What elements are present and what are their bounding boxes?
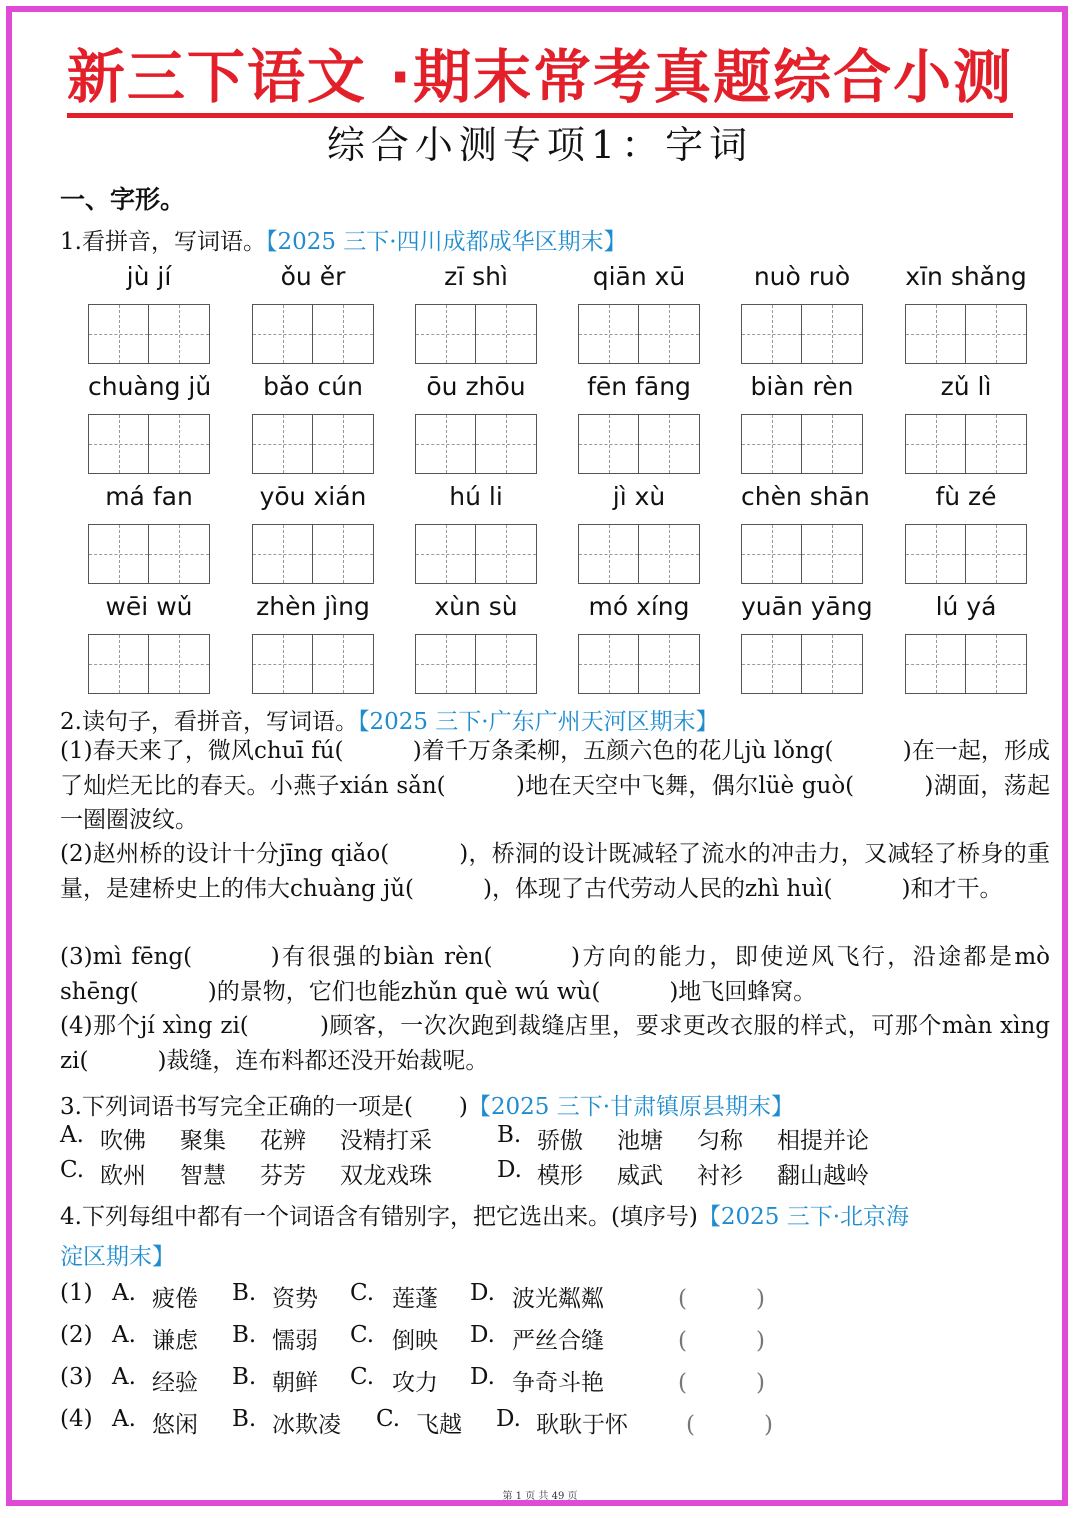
q4-item: 谦虑: [152, 1328, 198, 1354]
q4-item: C.: [376, 1406, 401, 1432]
writing-grid[interactable]: [578, 634, 700, 694]
pinyin-label: biàn rèn: [750, 372, 854, 401]
q2-paragraph-3: (3)mì fēng( )有很强的biàn rèn( )方向的能力，即使逆风飞行，沿途都是mò shēng( )的景物，它们也能zhǔn què wú wù( )地飞回蜂窝。: [60, 944, 1050, 1005]
answer-blank[interactable]: ( ): [686, 1412, 773, 1438]
option-word: 池塘: [617, 1128, 663, 1154]
grid-cell[interactable]: [905, 414, 966, 474]
option-word: 威武: [617, 1163, 663, 1189]
q4-item: 攻力: [392, 1370, 438, 1396]
q2-paragraph-4: (4)那个jí xìng zi( )顾客，一次次跑到裁缝店里，要求更改衣服的样式，可那个màn xìng zi( )裁缝，连布料都还没开始裁呢。: [60, 1013, 1050, 1074]
pinyin-label: lú yá: [935, 592, 997, 621]
writing-grid[interactable]: [88, 304, 210, 364]
q4-item: A.: [112, 1280, 136, 1306]
grid-cell[interactable]: [741, 414, 802, 474]
q4-item: 倒映: [392, 1328, 438, 1354]
grid-cell[interactable]: [905, 304, 966, 364]
option-word: 骄傲: [537, 1128, 583, 1154]
grid-cell[interactable]: [578, 524, 639, 584]
option-word: 欧州: [100, 1163, 146, 1189]
question-1-text: 1.看拼音，写词语。: [60, 229, 266, 255]
grid-cell[interactable]: [802, 414, 863, 474]
grid-cell[interactable]: [802, 304, 863, 364]
q4-item: B.: [232, 1406, 257, 1432]
q4-item: (4): [60, 1406, 93, 1432]
grid-cell[interactable]: [966, 634, 1027, 694]
pinyin-label: qiān xū: [592, 262, 686, 291]
question-3-source: 【2025 三下·甘肃镇原县期末】: [467, 1094, 795, 1120]
answer-blank[interactable]: ( ): [678, 1328, 765, 1354]
writing-grid[interactable]: [905, 524, 1027, 584]
writing-grid[interactable]: [252, 634, 374, 694]
grid-cell[interactable]: [149, 524, 210, 584]
grid-cell[interactable]: [905, 524, 966, 584]
option-label: A.: [60, 1122, 84, 1148]
option-word: 双龙戏珠: [340, 1163, 432, 1189]
writing-grid[interactable]: [578, 304, 700, 364]
subtitle: 综合小测专项1：字词: [326, 123, 754, 167]
q4-item: C.: [350, 1280, 375, 1306]
q4-item: B.: [232, 1280, 257, 1306]
q4-item: D.: [470, 1280, 495, 1306]
q4-item: A.: [112, 1364, 136, 1390]
grid-cell[interactable]: [741, 634, 802, 694]
grid-cell[interactable]: [313, 414, 374, 474]
q4-item: 严丝合缝: [512, 1328, 604, 1354]
pinyin-label: zǔ lì: [940, 372, 992, 401]
grid-cell[interactable]: [313, 524, 374, 584]
writing-grid[interactable]: [415, 304, 537, 364]
grid-cell[interactable]: [88, 634, 149, 694]
q4-item: 疲倦: [152, 1286, 198, 1312]
grid-cell[interactable]: [415, 304, 476, 364]
q4-item: C.: [350, 1364, 375, 1390]
option-word: 智慧: [180, 1163, 226, 1189]
grid-cell[interactable]: [966, 414, 1027, 474]
writing-grid[interactable]: [415, 524, 537, 584]
option-word: 吹佛: [100, 1128, 146, 1154]
option-label: D.: [497, 1157, 522, 1183]
grid-cell[interactable]: [639, 414, 700, 474]
grid-cell[interactable]: [639, 524, 700, 584]
writing-grid[interactable]: [88, 524, 210, 584]
q4-item: 悠闲: [152, 1412, 198, 1438]
grid-cell[interactable]: [578, 414, 639, 474]
q4-item: 经验: [152, 1370, 198, 1396]
pinyin-label: yuān yāng: [741, 592, 873, 621]
grid-cell[interactable]: [415, 414, 476, 474]
pinyin-label: xīn shǎng: [905, 262, 1027, 291]
main-title: 新三下语文 ·期末常考真题综合小测: [0, 30, 1080, 114]
grid-cell[interactable]: [966, 304, 1027, 364]
pinyin-label: xùn sù: [434, 592, 518, 621]
q4-item: B.: [232, 1322, 257, 1348]
option-word: 聚集: [180, 1128, 226, 1154]
option-word: 匀称: [697, 1128, 743, 1154]
q4-item: 懦弱: [272, 1328, 318, 1354]
page-footer: 第 1 页 共 49 页: [502, 1491, 578, 1502]
grid-cell[interactable]: [578, 634, 639, 694]
pinyin-label: bǎo cún: [263, 372, 363, 401]
writing-grid[interactable]: [415, 414, 537, 474]
question-3-text: 3.下列词语书写完全正确的一项是( ): [60, 1094, 468, 1120]
option-word: 模形: [537, 1163, 583, 1189]
q4-item: 资势: [272, 1286, 318, 1312]
grid-cell[interactable]: [252, 304, 313, 364]
pinyin-label: jì xù: [612, 482, 666, 511]
option-label: B.: [497, 1122, 522, 1148]
pinyin-label: nuò ruò: [753, 262, 851, 291]
option-label: C.: [60, 1157, 85, 1183]
grid-cell[interactable]: [476, 634, 537, 694]
question-2: [60, 703, 719, 736]
pinyin-label: fēn fāng: [587, 372, 691, 401]
pinyin-label: yōu xián: [259, 482, 367, 511]
q4-item: 莲蓬: [392, 1286, 438, 1312]
answer-blank[interactable]: ( ): [678, 1370, 765, 1396]
writing-grid[interactable]: [741, 524, 863, 584]
grid-cell[interactable]: [741, 304, 802, 364]
q4-item: B.: [232, 1364, 257, 1390]
grid-cell[interactable]: [88, 414, 149, 474]
writing-grid[interactable]: [578, 414, 700, 474]
pinyin-label: jù jí: [126, 262, 172, 291]
pinyin-label: ōu zhōu: [426, 372, 526, 401]
grid-cell[interactable]: [741, 524, 802, 584]
grid-cell[interactable]: [905, 634, 966, 694]
pinyin-label: chuàng jǔ: [88, 372, 212, 401]
grid-cell[interactable]: [802, 634, 863, 694]
grid-cell[interactable]: [313, 304, 374, 364]
q4-item: 争奇斗艳: [512, 1370, 604, 1396]
writing-grid[interactable]: [88, 634, 210, 694]
question-4-source-a: 【2025 三下·北京海: [697, 1204, 910, 1230]
q4-item: (3): [60, 1364, 93, 1390]
writing-grid[interactable]: [252, 524, 374, 584]
q4-item: D.: [496, 1406, 521, 1432]
writing-grid[interactable]: [252, 414, 374, 474]
q4-item: 耿耿于怀: [536, 1412, 628, 1438]
writing-grid[interactable]: [578, 524, 700, 584]
section-heading: 一、字形。: [60, 185, 186, 214]
q4-item: A.: [112, 1406, 136, 1432]
writing-grid[interactable]: [741, 634, 863, 694]
q4-item: D.: [470, 1364, 495, 1390]
writing-grid[interactable]: [905, 634, 1027, 694]
grid-cell[interactable]: [88, 304, 149, 364]
question-1-source: 【2025 三下·四川成都成华区期末】: [265, 229, 627, 255]
q4-item: D.: [470, 1322, 495, 1348]
question-4-text: 4.下列每组中都有一个词语含有错别字，把它选出来。(填序号): [60, 1204, 698, 1230]
pinyin-label: chèn shān: [741, 482, 870, 511]
writing-grid[interactable]: [741, 304, 863, 364]
q4-item: 波光粼粼: [512, 1286, 604, 1312]
writing-grid[interactable]: [88, 414, 210, 474]
q2-paragraph-1: (1)春天来了，微风chuī fú( )着千万条柔柳，五颜六色的花儿jù lǒng( )在一起，形成了灿烂无比的春天。小燕子xián sǎn( )地在天空中飞舞，偶尔lüè guò( )湖面，荡起一圈圈波纹。: [60, 738, 1050, 833]
pinyin-label: mó xíng: [588, 592, 690, 621]
q2-paragraph-2: (2)赵州桥的设计十分jīng qiǎo( )，桥洞的设计既减轻了流水的冲击力，又减轻了桥身的重量，是建桥史上的伟大chuàng jǔ( )，体现了古代劳动人民的zhì huì( )和才干。: [60, 841, 1050, 902]
q4-item: 朝鲜: [272, 1370, 318, 1396]
grid-cell[interactable]: [313, 634, 374, 694]
option-word: 衬衫: [697, 1163, 743, 1189]
q4-item: 冰欺凌: [272, 1412, 341, 1438]
question-4-source-b: 淀区期末】: [60, 1244, 175, 1270]
q4-item: (1): [60, 1280, 93, 1306]
writing-grid[interactable]: [415, 634, 537, 694]
grid-cell[interactable]: [476, 414, 537, 474]
pinyin-label: zī shì: [444, 262, 508, 291]
answer-blank[interactable]: ( ): [678, 1286, 765, 1312]
option-word: 没精打采: [340, 1128, 432, 1154]
grid-cell[interactable]: [639, 634, 700, 694]
writing-grid[interactable]: [905, 304, 1027, 364]
grid-cell[interactable]: [415, 524, 476, 584]
grid-cell[interactable]: [966, 524, 1027, 584]
grid-cell[interactable]: [252, 634, 313, 694]
grid-cell[interactable]: [252, 524, 313, 584]
q4-item: A.: [112, 1322, 136, 1348]
grid-cell[interactable]: [149, 304, 210, 364]
grid-cell[interactable]: [802, 524, 863, 584]
grid-cell[interactable]: [415, 634, 476, 694]
grid-cell[interactable]: [476, 304, 537, 364]
option-word: 花辨: [260, 1128, 306, 1154]
question-2-text: 2.读句子，看拼音，写词语。: [60, 709, 358, 735]
grid-cell[interactable]: [476, 524, 537, 584]
question-1: [60, 223, 627, 256]
pinyin-label: wēi wǔ: [105, 592, 193, 621]
grid-cell[interactable]: [149, 414, 210, 474]
pinyin-label: zhèn jìng: [256, 592, 370, 621]
question-2-source: 【2025 三下·广东广州天河区期末】: [357, 709, 719, 735]
option-word: 芬芳: [260, 1163, 306, 1189]
question-3: [60, 1088, 794, 1121]
writing-grid[interactable]: [905, 414, 1027, 474]
pinyin-label: hú li: [449, 482, 503, 511]
pinyin-label: ǒu ěr: [280, 262, 346, 291]
pinyin-label: má fan: [105, 482, 193, 511]
grid-cell[interactable]: [639, 304, 700, 364]
grid-cell[interactable]: [88, 524, 149, 584]
writing-grid[interactable]: [741, 414, 863, 474]
question-4: [60, 1198, 909, 1231]
writing-grid[interactable]: [252, 304, 374, 364]
q4-item: C.: [350, 1322, 375, 1348]
pinyin-label: fù zé: [935, 482, 997, 511]
grid-cell[interactable]: [252, 414, 313, 474]
q4-item: 飞越: [416, 1412, 462, 1438]
grid-cell[interactable]: [149, 634, 210, 694]
option-word: 相提并论: [777, 1128, 869, 1154]
option-word: 翻山越岭: [777, 1163, 869, 1189]
q4-item: (2): [60, 1322, 93, 1348]
grid-cell[interactable]: [578, 304, 639, 364]
